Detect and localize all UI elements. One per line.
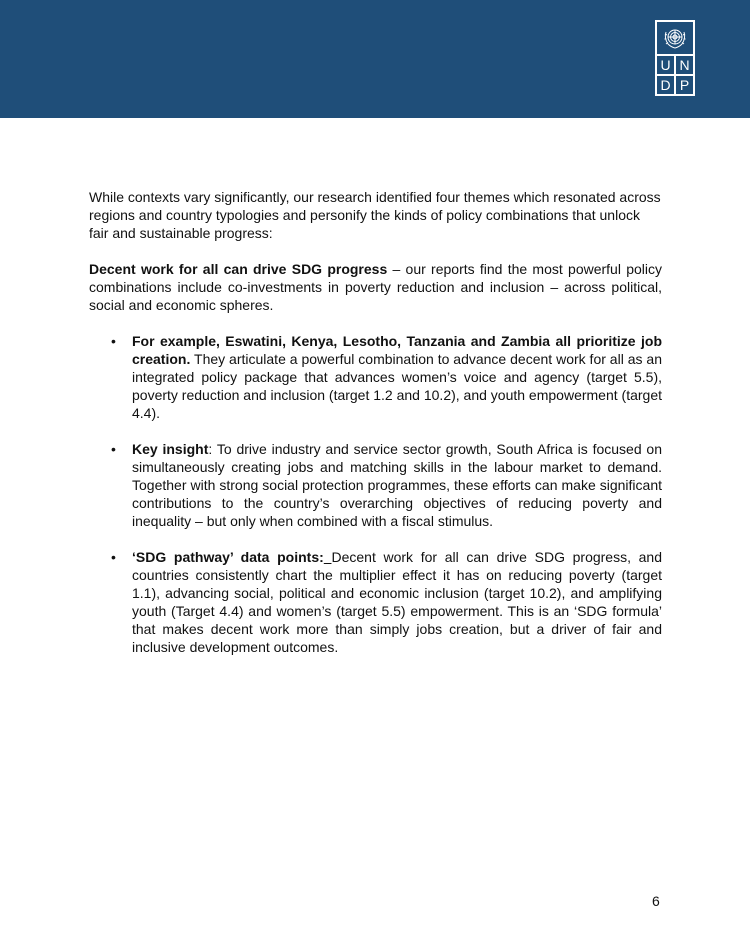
un-emblem-icon: [657, 22, 693, 54]
bullet-text: They articulate a powerful combination to advance decent work for all as an integrated policy package that advances women’s voice and agency (target 5.5), poverty reduction and inclusion (target 1.2 and 10.2), and youth empowerment (target 4.4).: [132, 351, 662, 421]
logo-letter-d: D: [657, 76, 674, 94]
bullet-lead: Key insight: [132, 441, 209, 457]
document-body: [89, 188, 662, 674]
bullet-icon: •: [111, 441, 116, 457]
header-band: [0, 0, 750, 118]
page-number: 6: [652, 893, 660, 909]
undp-logo: [655, 20, 695, 96]
logo-letter-n: N: [676, 56, 693, 74]
logo-letter-u: U: [657, 56, 674, 74]
logo-letter-p: P: [676, 76, 693, 94]
bullet-text: Decent work for all can drive SDG progress, and countries consistently chart the multiplier effect it has on reducing poverty (target 1.1), advancing social, political and economic inclusion (target 10.2), and amplifying youth (Target 4.4) and women’s (target 5.5) empowerment. This is an ‘SDG formula’ that makes decent work more than simply jobs creation, but a driver of fair and inclusive development outcomes.: [132, 549, 663, 655]
bullet-list: [89, 332, 662, 656]
theme-text: – our reports find the most powerful policy combinations include co-investments in poverty reduction and inclusion – across political, social and economic spheres.: [89, 261, 663, 313]
bullet-icon: •: [111, 549, 116, 565]
bullet-lead: ‘SDG pathway’ data points:: [132, 549, 324, 565]
list-item: [89, 440, 662, 530]
bullet-icon: •: [111, 333, 116, 349]
list-item: [89, 548, 662, 656]
intro-paragraph: While contexts vary significantly, our research identified four themes which resonated across regions and country typologies and personify the kinds of policy combinations that unlock fair and sustainable progress:: [89, 189, 661, 241]
bullet-lead: For example, Eswatini, Kenya, Lesotho, Tanzania and Zambia all prioritize job creation.: [132, 333, 662, 367]
bullet-text: : To drive industry and service sector growth, South Africa is focused on simultaneously creating jobs and matching skills in the labour market to demand. Together with strong social protection programmes, these efforts can make significant contributions to the country’s overarching objectives of reducing poverty and inequality – but only when combined with a fiscal stimulus.: [132, 441, 662, 529]
list-item: [89, 332, 662, 422]
theme-heading: Decent work for all can drive SDG progress: [89, 261, 388, 277]
theme-paragraph: [89, 260, 662, 314]
